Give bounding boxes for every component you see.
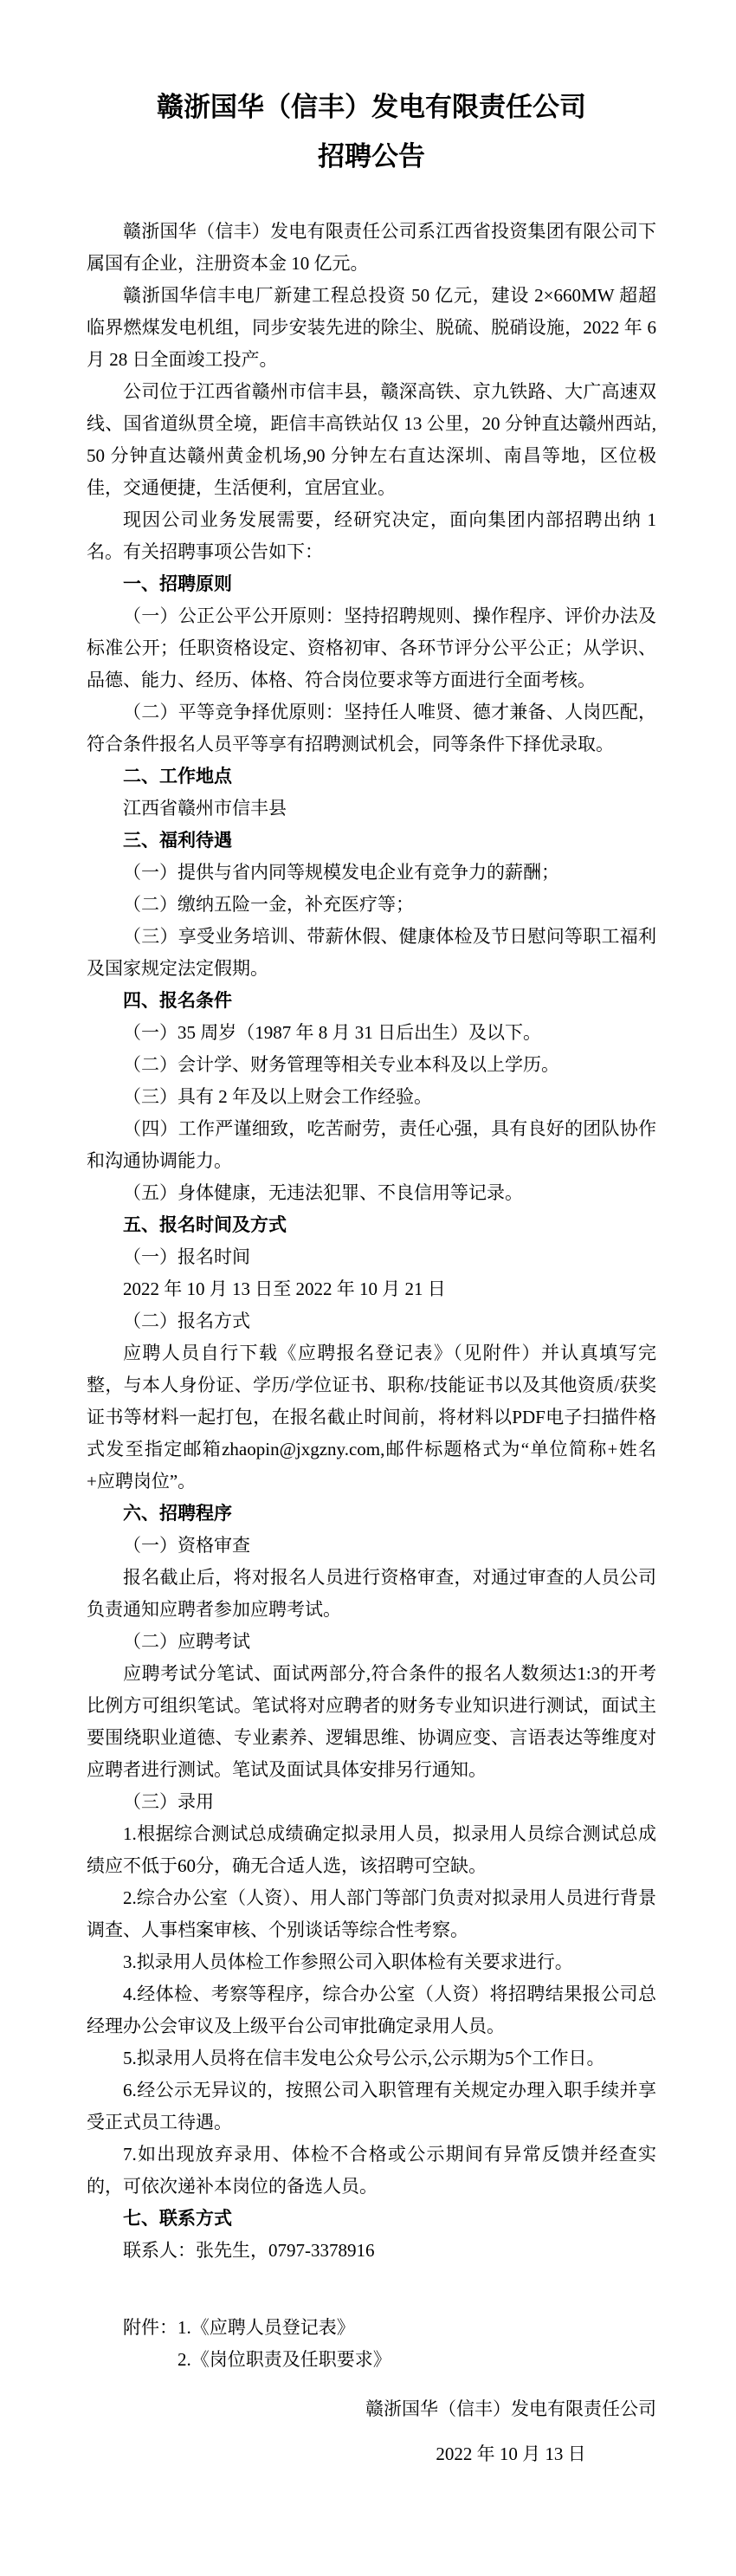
title-announcement-label: 招聘公告 [318, 141, 425, 172]
section-heading: 四、报名条件 [123, 991, 232, 1011]
paragraph: 联系人：张先生，0797-3378916 [123, 2240, 375, 2261]
paragraph: 6.经公示无异议的，按照公司入职管理有关规定办理入职手续并享受正式员工待遇。 [87, 2080, 656, 2133]
attachment-item-2: 2.《岗位职责及任职要求》 [178, 2349, 391, 2370]
signature-block [87, 2386, 656, 2476]
title-company-name: 赣浙国华（信丰）发电有限责任公司 [157, 92, 586, 122]
section-heading: 三、福利待遇 [123, 831, 232, 851]
paragraph: （一）报名时间 [123, 1246, 250, 1267]
paragraph: 7.如出现放弃录用、体检不合格或公示期间有异常反馈并经查实的，可依次递补本岗位的备选人员。 [87, 2144, 656, 2197]
paragraph: （二）平等竞争择优原则：坚持任人唯贤、德才兼备、人岗匹配，符合条件报名人员平等享有招聘测试机会，同等条件下择优录取。 [87, 702, 656, 754]
paragraph: （三）具有 2 年及以上财会工作经验。 [123, 1086, 432, 1107]
signature-date: 2022 年 10 月 13 日 [436, 2443, 586, 2464]
paragraph: 3.拟录用人员体检工作参照公司入职体检有关要求进行。 [123, 1951, 573, 1972]
paragraph: 报名截止后，将对报名人员进行资格审查，对通过审查的人员公司负责通知应聘者参加应聘考试。 [87, 1567, 656, 1620]
section-heading: 二、工作地点 [123, 767, 232, 786]
paragraph: （二）会计学、财务管理等相关专业本科及以上学历。 [123, 1054, 559, 1075]
paragraph: （三）享受业务培训、带薪休假、健康体检及节日慰问等职工福利及国家规定法定假期。 [87, 926, 656, 979]
attachments-block [87, 2312, 656, 2376]
paragraph: （二）应聘考试 [123, 1631, 250, 1652]
paragraph: 1.根据综合测试总成绩确定拟录用人员，拟录用人员综合测试总成绩应不低于60分，确无合适人选，该招聘可空缺。 [87, 1823, 656, 1876]
paragraph: （四）工作严谨细致，吃苦耐劳，责任心强，具有良好的团队协作和沟通协调能力。 [87, 1118, 656, 1171]
section-heading: 五、报名时间及方式 [123, 1215, 287, 1235]
attachments-label: 附件： [123, 2317, 178, 2338]
paragraph: 江西省赣州市信丰县 [123, 798, 287, 819]
paragraph: 赣浙国华信丰电厂新建工程总投资 50 亿元，建设 2×660MW 超超临界燃煤发电机组，同步安装先进的除尘、脱硫、脱硝设施，2022 年 6 月 28 日全面竣工投产。 [87, 285, 656, 370]
paragraph: （一）资格审查 [123, 1535, 250, 1556]
paragraph: 现因公司业务发展需要，经研究决定，面向集团内部招聘出纳 1 名。有关招聘事项公告如下： [87, 509, 656, 562]
section-heading: 七、联系方式 [123, 2209, 232, 2229]
section-heading: 一、招聘原则 [123, 574, 232, 594]
signature-company: 赣浙国华（信丰）发电有限责任公司 [365, 2398, 656, 2419]
document-title [87, 82, 656, 181]
attachment-item-1-text: 1.《应聘人员登记表》 [178, 2317, 355, 2338]
paragraph: 2.综合办公室（人资）、用人部门等部门负责对拟录用人员进行背景调查、人事档案审核、个别谈话等综合性考察。 [87, 1887, 656, 1940]
paragraph: （五）身体健康，无违法犯罪、不良信用等记录。 [123, 1182, 523, 1203]
paragraph: 应聘考试分笔试、面试两部分,符合条件的报名人数须达1:3的开考比例方可组织笔试。笔试将对应聘者的财务专业知识进行测试，面试主要围绕职业道德、专业素养、逻辑思维、协调应变、言语表达等维度对应聘者进行测试。笔试及面试具体安排另行通知。 [87, 1663, 656, 1780]
attachment-item-1 [87, 2312, 656, 2344]
document-body [87, 216, 656, 2267]
paragraph: 5.拟录用人员将在信丰发电公众号公示,公示期为5个工作日。 [123, 2048, 605, 2068]
section-heading: 六、招聘程序 [123, 1504, 232, 1524]
signature-inner [365, 2386, 656, 2476]
paragraph: （三）录用 [123, 1791, 214, 1812]
paragraph: 赣浙国华（信丰）发电有限责任公司系江西省投资集团有限公司下属国有企业，注册资本金 10 亿元。 [87, 221, 656, 274]
paragraph: （一）公正公平公开原则：坚持招聘规则、操作程序、评价办法及标准公开；任职资格设定、资格初审、各环节评分公平公正；从学识、品德、能力、经历、体格、符合岗位要求等方面进行全面考核。 [87, 605, 656, 690]
paragraph: （二）缴纳五险一金，补充医疗等； [123, 894, 414, 915]
paragraph: （二）报名方式 [123, 1311, 250, 1331]
paragraph: 4.经体检、考察等程序，综合办公室（人资）将招聘结果报公司总经理办公会审议及上级平台公司审批确定录用人员。 [87, 1984, 656, 2036]
paragraph: 2022 年 10 月 13 日至 2022 年 10 月 21 日 [123, 1278, 446, 1299]
paragraph: （一）提供与省内同等规模发电企业有竞争力的薪酬； [123, 862, 559, 883]
paragraph: （一）35 周岁（1987 年 8 月 31 日后出生）及以下。 [123, 1022, 541, 1043]
paragraph: 应聘人员自行下载《应聘报名登记表》（见附件）并认真填写完整，与本人身份证、学历/学位证书、职称/技能证书以及其他资质/获奖证书等材料一起打包，在报名截止时间前，将材料以PDF电子扫描件格式发至指定邮箱zhaopin@jxgzny.com,邮件标题格式为“单位简称+姓名+应聘岗位”。 [87, 1343, 656, 1492]
paragraph: 公司位于江西省赣州市信丰县，赣深高铁、京九铁路、大广高速双线、国省道纵贯全境，距信丰高铁站仅 13 公里，20 分钟直达赣州西站,50 分钟直达赣州黄金机场,90 分钟左右直达深圳、南昌等地，区位极佳，交通便捷，生活便利，宜居宜业。 [87, 381, 656, 498]
